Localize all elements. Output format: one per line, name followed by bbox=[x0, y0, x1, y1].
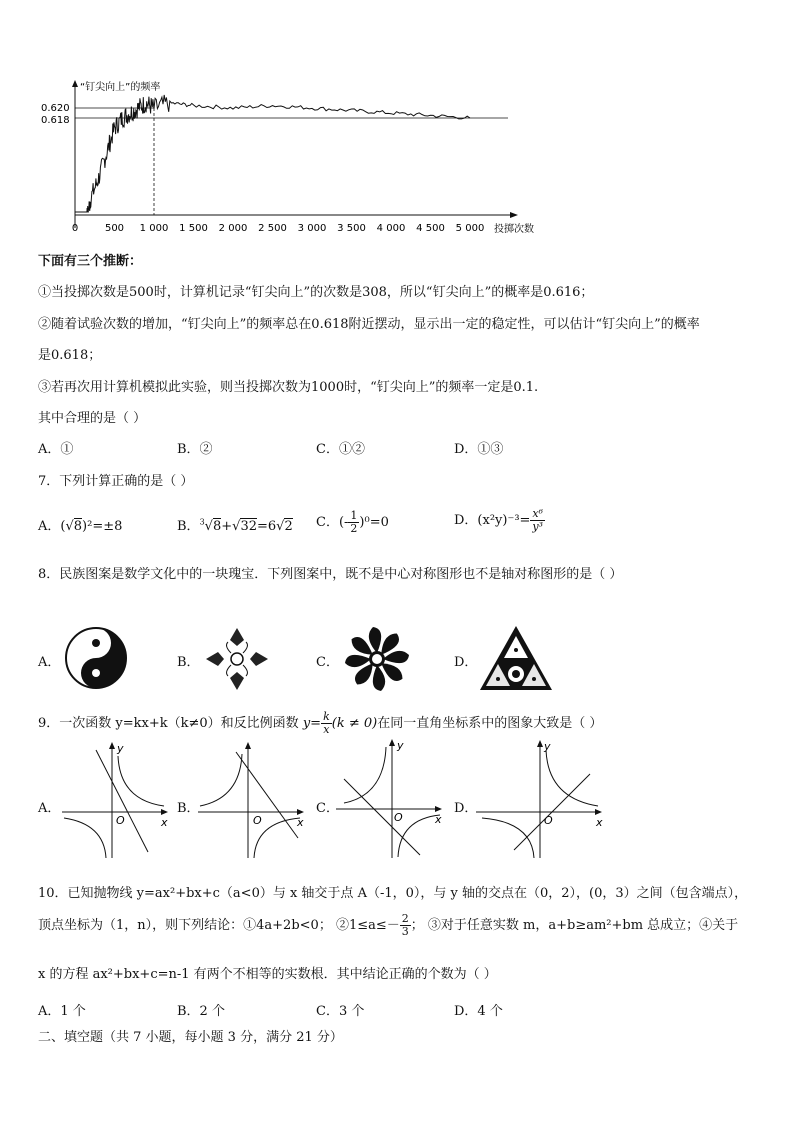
q7-option-c[interactable] bbox=[316, 510, 389, 535]
x-tick-label: 4 000 bbox=[376, 223, 406, 234]
q7-b-equals: =6 bbox=[256, 519, 277, 534]
q9-d-axis-x-label: x bbox=[596, 816, 603, 829]
q7-b-plus: + bbox=[221, 519, 233, 534]
q7-a-suffix: )²=±8 bbox=[82, 519, 123, 534]
q9-graph-d bbox=[474, 738, 610, 862]
q9-graph-b bbox=[196, 740, 308, 862]
x-tick-label: 0 bbox=[71, 223, 79, 234]
q9-b-axis-x-label: x bbox=[297, 816, 304, 829]
q7-c-fraction: $\frac{1}{2}$ bbox=[350, 509, 358, 535]
x-tick-label: 2 500 bbox=[258, 223, 287, 234]
q9-a-origin-label: O bbox=[116, 814, 125, 827]
q7-b-prefix: B． bbox=[177, 519, 200, 534]
q6-statement-2a: ②随着试验次数的增加，“钉尖向上”的频率总在0.618附近摆动，显示出一定的稳定性，可以估计“钉尖向上”的概率 bbox=[38, 317, 700, 332]
ytick-0620: 0.620 bbox=[41, 103, 70, 114]
series-line bbox=[75, 95, 470, 212]
q7-c-suffix: )⁰=0 bbox=[359, 515, 389, 530]
q7-option-d[interactable] bbox=[454, 508, 545, 533]
q10-option-b[interactable]: B．2 个 bbox=[177, 1004, 225, 1019]
q7-stem: 7．下列计算正确的是（ ） bbox=[38, 474, 194, 489]
q10-option-a[interactable]: A．1 个 bbox=[38, 1004, 86, 1019]
x-tick-label: 500 bbox=[104, 223, 125, 234]
q6-statement-3: ③若再次用计算机模拟此实验，则当投掷次数为1000时，“钉尖向上”的频率一定是0.1. bbox=[38, 380, 539, 395]
q9-stem-suffix: 在同一直角坐标系中的图象大致是（ ） bbox=[377, 716, 603, 731]
x-tick-label: 4 500 bbox=[416, 223, 445, 234]
x-ticks bbox=[72, 223, 485, 234]
chart-ylabel: “钉尖向上”的频率 bbox=[80, 82, 161, 93]
ytick-0618: 0.618 bbox=[41, 115, 70, 126]
q7-d-fraction: $\frac{\text{x⁶}}{\text{y³}}$ bbox=[532, 507, 544, 533]
q8-option-d[interactable]: D． bbox=[454, 655, 478, 670]
sqrt-icon: √ bbox=[65, 519, 74, 534]
chart-xlabel: 投掷次数 bbox=[494, 224, 534, 235]
q10-fraction: $\frac{2}{3}$ bbox=[401, 912, 409, 938]
q9-c-origin-label: O bbox=[394, 811, 403, 824]
q9-stem-prefix: 9．一次函数 y=kx+k（k≠0）和反比例函数 bbox=[38, 716, 299, 731]
q6-option-c[interactable]: C．①② bbox=[316, 442, 365, 457]
q10-line-2-prefix: 顶点坐标为（1，n），则下列结论：①4a+2b<0； ②1≤a≤－ bbox=[38, 918, 400, 933]
q6-option-d[interactable]: D．①③ bbox=[454, 442, 504, 457]
q7-d-prefix: D．(x²y)⁻³= bbox=[454, 513, 531, 528]
q9-c-axis-y-label: y bbox=[397, 739, 404, 752]
q9-graph-c bbox=[334, 735, 446, 862]
x-tick-label: 3 500 bbox=[337, 223, 366, 234]
q9-a-axis-y-label: y bbox=[117, 742, 124, 755]
q9-option-b[interactable]: B． bbox=[177, 801, 200, 816]
q9-c-axis-x-label: x bbox=[435, 813, 442, 826]
q9-func-cond: (k ≠ 0) bbox=[331, 716, 378, 731]
q9-d-axis-y-label: y bbox=[544, 740, 551, 753]
q9-stem bbox=[38, 711, 602, 736]
sqrt-icon: √ bbox=[204, 519, 213, 534]
q6-statement-2b: 是0.618； bbox=[38, 348, 102, 363]
q8-option-c[interactable]: C． bbox=[316, 655, 339, 670]
q9-func-eq: = bbox=[310, 716, 322, 731]
q9-graph-a bbox=[60, 740, 172, 862]
q7-a-prefix: A．( bbox=[38, 519, 66, 534]
q7-c-prefix: C．(- bbox=[316, 515, 349, 530]
sqrt-icon: √ bbox=[232, 519, 241, 534]
x-tick-label: 3 000 bbox=[297, 223, 327, 234]
q9-func-y: y bbox=[302, 716, 311, 731]
q7-b-radicand-1: 8 bbox=[212, 519, 222, 534]
q10-line-2 bbox=[38, 913, 738, 938]
x-tick-label: 1 000 bbox=[139, 223, 169, 234]
q9-option-a[interactable]: A． bbox=[38, 801, 61, 816]
q10-line-1: 10．已知抛物线 y=ax²+bx+c（a<0）与 x 轴交于点 A（-1，0），与 y 轴的交点在（0，2），(0，3）之间（包含端点）， bbox=[38, 886, 748, 901]
q7-option-a[interactable] bbox=[38, 515, 122, 534]
triangle-pattern bbox=[478, 624, 554, 692]
q9-d-origin-label: O bbox=[544, 814, 553, 827]
q8-option-a[interactable]: A． bbox=[38, 655, 61, 670]
q10-option-d[interactable]: D．4 个 bbox=[454, 1004, 503, 1019]
q9-option-d[interactable]: D． bbox=[454, 801, 478, 816]
q6-statement-1: ①当投掷次数是500时，计算机记录“钉尖向上”的次数是308，所以“钉尖向上”的概率是0.616； bbox=[38, 285, 594, 300]
q7-b-radicand-2: 32 bbox=[240, 519, 257, 534]
q9-func-fraction: $\frac{k}{x}$ bbox=[323, 710, 330, 736]
q6-option-a[interactable]: A．① bbox=[38, 442, 74, 457]
frequency-chart bbox=[38, 78, 558, 240]
q6-option-b[interactable]: B．② bbox=[177, 442, 213, 457]
sqrt-icon: √ bbox=[276, 519, 285, 534]
flower-cross-pattern bbox=[202, 624, 272, 694]
q10-line-3: x 的方程 ax²+bx+c=n-1 有两个不相等的实数根．其中结论正确的个数为（ ） bbox=[38, 967, 497, 982]
q7-b-index: 3 bbox=[199, 517, 205, 527]
yin-yang-pattern bbox=[64, 626, 128, 690]
q9-option-c[interactable]: C． bbox=[316, 801, 339, 816]
x-tick-label: 5 000 bbox=[455, 223, 485, 234]
q6-ask: 其中合理的是（ ） bbox=[38, 411, 147, 426]
q8-option-b[interactable]: B． bbox=[177, 655, 200, 670]
x-tick-label: 2 000 bbox=[218, 223, 248, 234]
q9-a-axis-x-label: x bbox=[161, 816, 168, 829]
q8-stem: 8．民族图案是数学文化中的一块瑰宝．下列图案中，既不是中心对称图形也不是轴对称图形的是（ ） bbox=[38, 567, 623, 582]
section-2-heading: 二、填空题（共 7 小题，每小题 3 分，满分 21 分） bbox=[38, 1030, 343, 1045]
q10-line-2-suffix: ； ③对于任意实数 m，a+b≥am²+bm 总成立；④关于 bbox=[410, 918, 739, 933]
y-axis-arrow bbox=[72, 80, 78, 87]
q7-a-radicand: 8 bbox=[73, 519, 83, 534]
x-tick-label: 1 500 bbox=[179, 223, 208, 234]
x-axis-arrow bbox=[510, 212, 518, 218]
q9-b-origin-label: O bbox=[253, 814, 262, 827]
q10-option-c[interactable]: C．3 个 bbox=[316, 1004, 365, 1019]
q6-intro: 下面有三个推断： bbox=[38, 254, 143, 269]
q7-option-b[interactable] bbox=[177, 515, 293, 534]
pinwheel-flower-pattern bbox=[342, 624, 412, 694]
q7-b-radicand-3: 2 bbox=[284, 519, 293, 534]
